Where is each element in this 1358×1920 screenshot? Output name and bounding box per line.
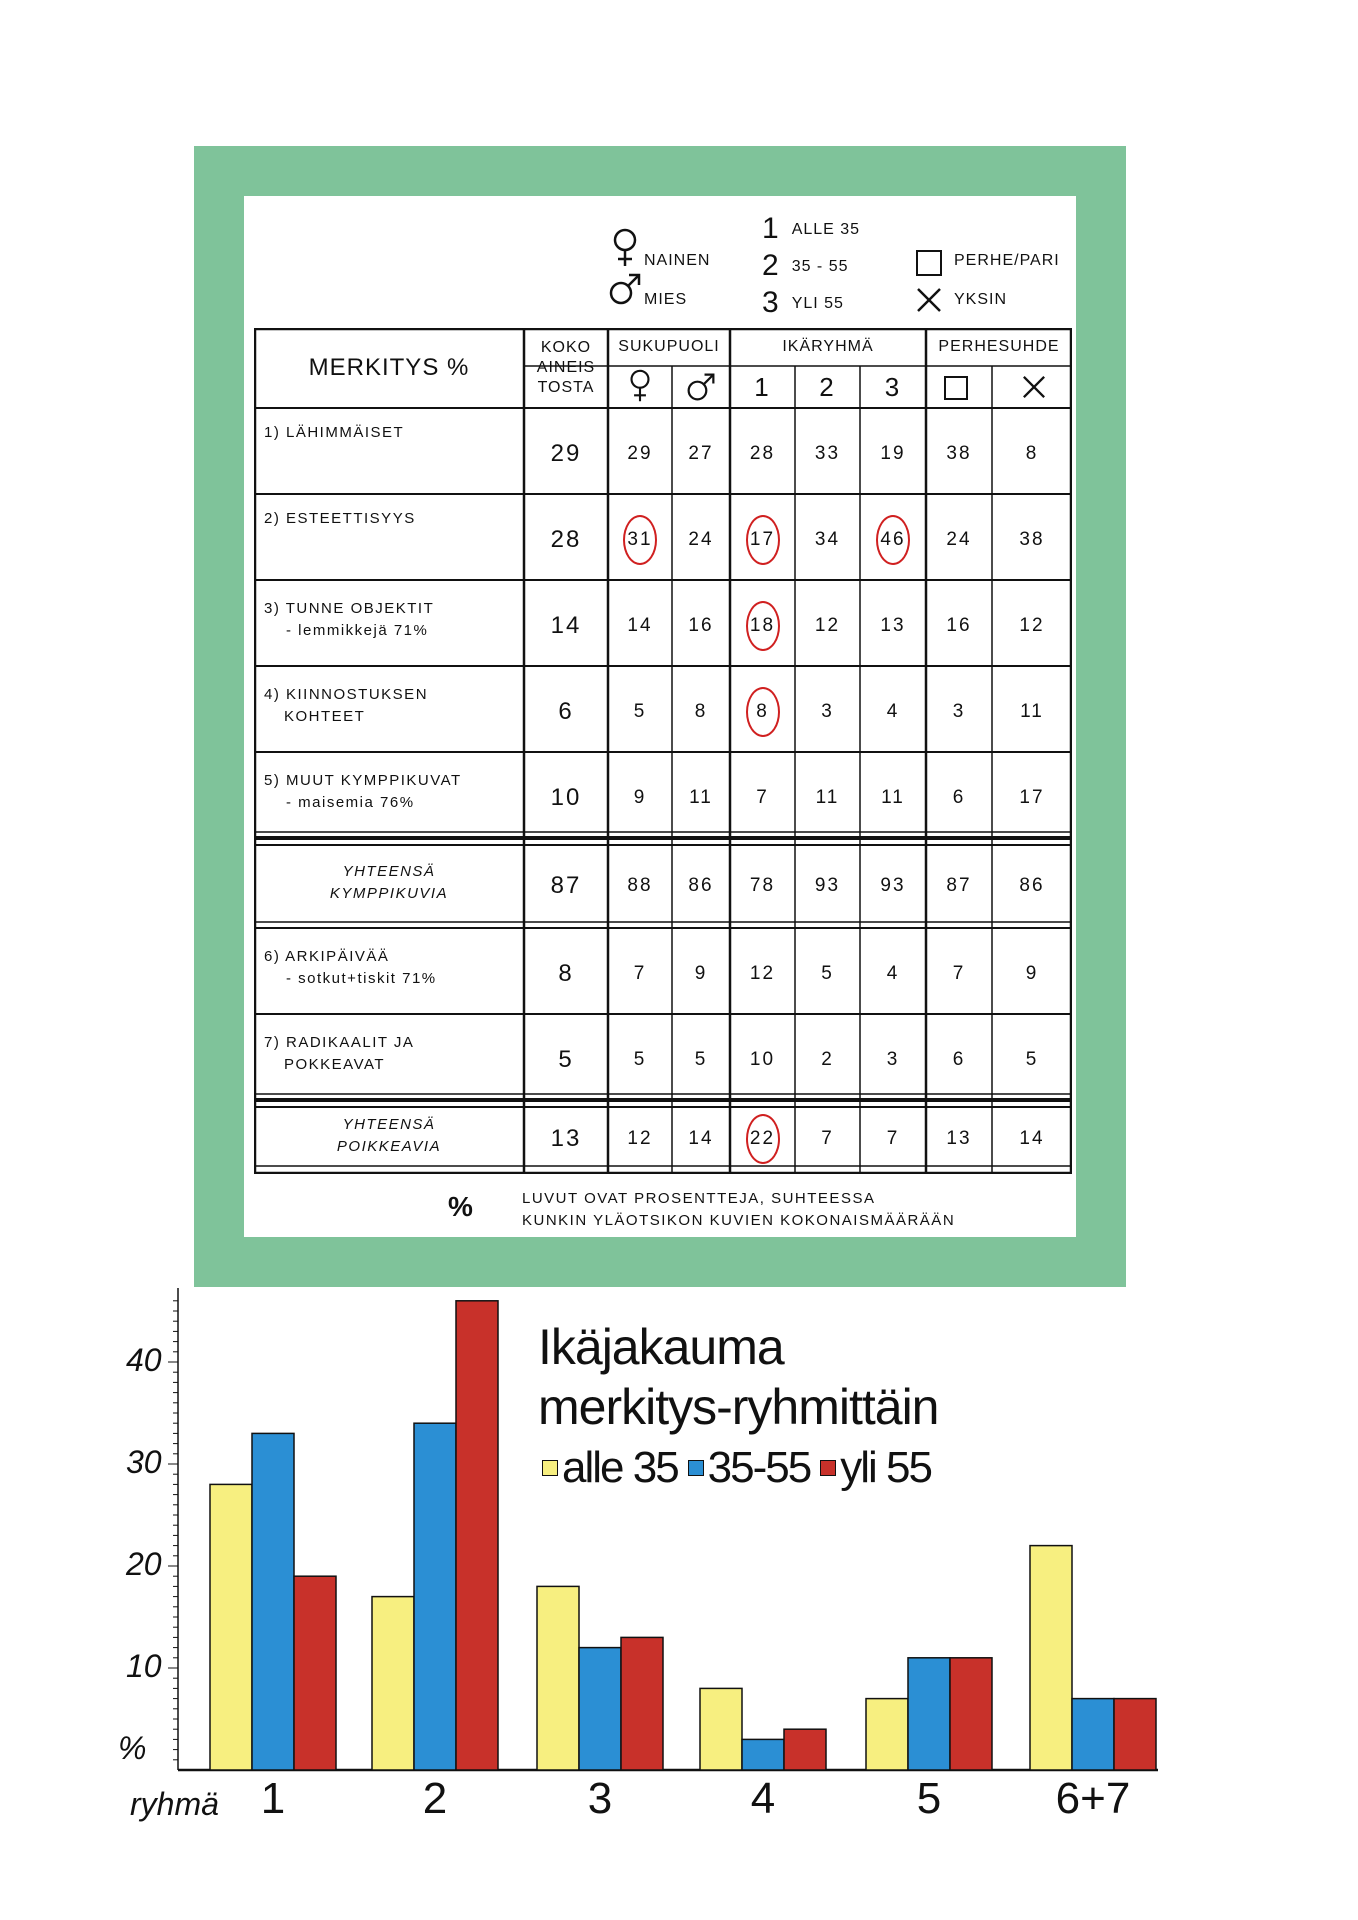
cell-value: 4	[886, 701, 900, 722]
cell-value: 3	[886, 1049, 900, 1070]
female-symbol-icon	[612, 228, 638, 268]
table-cell	[608, 758, 672, 838]
x-icon	[1022, 375, 1046, 399]
footnote-line-2: KUNKIN YLÄOTSIKON KUVIEN KOKONAISMÄÄRÄÄN	[522, 1212, 956, 1229]
bar	[784, 1729, 826, 1770]
bar	[908, 1658, 950, 1770]
cell-value: 3	[952, 701, 966, 722]
table-cell	[608, 672, 672, 752]
table-cell	[992, 758, 1072, 838]
circled-value: 18	[746, 601, 780, 651]
table-cell	[730, 414, 795, 494]
table-cell	[992, 414, 1072, 494]
bar	[252, 1433, 294, 1770]
legend-age-item: 3 YLI 55	[762, 286, 844, 319]
table-cell	[730, 1020, 795, 1100]
table-cell	[992, 500, 1072, 580]
bar	[294, 1576, 336, 1770]
footnote-line-1: LUVUT OVAT PROSENTTEJA, SUHTEESSA	[522, 1190, 876, 1207]
cell-value: 2	[821, 1049, 834, 1070]
cell-value: 16	[946, 615, 972, 636]
table-cell	[795, 1106, 860, 1172]
table-cell	[672, 934, 730, 1014]
bar	[1114, 1699, 1156, 1770]
table-cell	[608, 414, 672, 494]
table-cell	[860, 1020, 926, 1100]
legend-swatch	[820, 1460, 836, 1476]
x-tick-label: 2	[422, 1774, 448, 1823]
legend-female-label: NAINEN	[644, 252, 711, 269]
table-cell	[992, 586, 1072, 666]
cell-value: 11	[815, 787, 840, 808]
circled-value: 46	[876, 515, 910, 565]
cell-value: 29	[627, 443, 653, 464]
row-label-line: 2) ESTEETTISYYS	[264, 510, 416, 527]
cell-value: 11	[881, 787, 905, 808]
cell-value: 93	[880, 875, 906, 896]
bar	[621, 1637, 663, 1770]
header-perhesuhde: PERHESUHDE	[938, 338, 1060, 355]
row-total: 10	[550, 784, 582, 811]
header-sukupuoli: SUKUPUOLI	[618, 338, 720, 355]
results-table	[254, 328, 1072, 1178]
cell-value: 8	[694, 701, 708, 722]
table-cell	[860, 934, 926, 1014]
row-label	[254, 861, 524, 905]
circled-value: 8	[746, 687, 780, 737]
y-tick-label: 40	[126, 1342, 162, 1378]
bar	[414, 1423, 456, 1770]
table-cell	[672, 672, 730, 752]
cell-value: 11	[689, 787, 713, 808]
cell-value: 33	[814, 443, 841, 464]
male-symbol-icon	[686, 372, 716, 402]
row-label-line: - lemmikkejä 71%	[286, 622, 429, 639]
cell-value: 5	[633, 701, 647, 722]
legend-male-label: MIES	[644, 291, 688, 308]
row-total: 28	[550, 526, 582, 553]
circled-value: 22	[746, 1114, 780, 1164]
table-cell	[795, 844, 860, 928]
table-cell	[860, 844, 926, 928]
table-cell	[992, 1020, 1072, 1100]
legend-swatch	[542, 1460, 558, 1476]
chart-title-line-1: Ikäjakauma	[538, 1319, 784, 1375]
table-cell	[860, 758, 926, 838]
cell-value: 3	[821, 701, 834, 722]
legend-family-x-label: YKSIN	[954, 291, 1008, 308]
table-cell	[672, 758, 730, 838]
cell-value: 12	[627, 1128, 653, 1149]
bar	[210, 1484, 252, 1770]
cell-value: 7	[886, 1128, 900, 1149]
table-cell	[926, 414, 992, 494]
row-total: 6	[558, 698, 574, 725]
row-label-line: 6) ARKIPÄIVÄÄ	[264, 948, 390, 965]
table-cell	[730, 1106, 795, 1172]
table-cell	[730, 586, 795, 666]
row-label-line: YHTEENSÄ	[342, 1116, 436, 1133]
table-cell	[926, 758, 992, 838]
bar	[1072, 1699, 1114, 1770]
table-cell	[795, 934, 860, 1014]
cell-value: 28	[749, 443, 776, 464]
table-cell	[795, 500, 860, 580]
table-cell	[926, 1106, 992, 1172]
cell-value: 9	[694, 963, 708, 984]
cell-value: 10	[749, 1049, 776, 1070]
cell-value: 5	[821, 963, 834, 984]
cell-value: 88	[627, 875, 653, 896]
bar	[950, 1658, 992, 1770]
row-label-line: 5) MUUT KYMPPIKUVAT	[264, 772, 462, 789]
cell-value: 12	[814, 615, 841, 636]
bar	[537, 1586, 579, 1770]
table-cell	[795, 758, 860, 838]
row-total: 14	[550, 612, 582, 639]
row-label-line: 1) LÄHIMMÄISET	[264, 424, 405, 441]
header-merkitys: MERKITYS %	[308, 354, 470, 381]
circled-value: 31	[623, 515, 657, 565]
row-label	[254, 1114, 524, 1158]
cell-value: 34	[814, 529, 841, 550]
cell-value: 5	[1025, 1049, 1039, 1070]
cell-value: 24	[688, 529, 714, 550]
footnote-symbol: %	[448, 1191, 475, 1222]
table-cell	[795, 1020, 860, 1100]
table-cell	[730, 934, 795, 1014]
row-label-line: KOHTEET	[284, 708, 366, 725]
cell-value: 86	[1019, 875, 1045, 896]
row-label	[264, 422, 404, 444]
table-cell	[992, 934, 1072, 1014]
table-cell	[795, 586, 860, 666]
legend-age-item: 2 35 - 55	[762, 249, 849, 282]
cell-value: 14	[627, 615, 653, 636]
row-label	[264, 684, 428, 728]
cell-value: 14	[688, 1128, 714, 1149]
legend-label: 35-55	[707, 1443, 811, 1492]
x-icon	[916, 287, 942, 313]
row-label-line: POIKKEAVIA	[336, 1138, 442, 1155]
table-cell	[795, 414, 860, 494]
cell-value: 13	[880, 615, 906, 636]
table-cell	[608, 934, 672, 1014]
table-cell	[860, 1106, 926, 1172]
row-total: 87	[550, 872, 582, 899]
table-cell	[608, 844, 672, 928]
table-cell	[860, 672, 926, 752]
legend-family-box-label: PERHE/PARI	[954, 252, 1060, 269]
y-axis-unit: %	[118, 1730, 147, 1766]
y-tick-label: 10	[126, 1648, 162, 1684]
table-cell	[730, 844, 795, 928]
row-total: 5	[558, 1046, 574, 1073]
table-cell	[926, 672, 992, 752]
cell-value: 38	[1019, 529, 1045, 550]
table-cell	[730, 500, 795, 580]
table-cell	[672, 500, 730, 580]
row-label	[264, 946, 437, 990]
legend-age-item: 1 ALLE 35	[762, 212, 861, 245]
cell-value: 7	[633, 963, 647, 984]
cell-value: 5	[694, 1049, 708, 1070]
bar	[579, 1648, 621, 1770]
table-cell	[795, 672, 860, 752]
table-cell	[860, 586, 926, 666]
cell-value: 87	[946, 875, 972, 896]
chart-legend	[542, 1440, 931, 1496]
table-cell	[992, 672, 1072, 752]
row-total: 13	[550, 1125, 582, 1152]
row-label	[264, 1032, 414, 1076]
table-cell	[672, 844, 730, 928]
row-label-line: - maisemia 76%	[286, 794, 415, 811]
row-label-line: YHTEENSÄ	[342, 863, 436, 880]
table-cell	[860, 500, 926, 580]
row-label-line: 4) KIINNOSTUKSEN	[264, 686, 429, 703]
table-cell	[926, 586, 992, 666]
cell-value: 93	[814, 875, 841, 896]
x-tick-label: 3	[587, 1774, 613, 1823]
row-label-line: POKKEAVAT	[284, 1056, 386, 1073]
x-tick-label: 5	[916, 1774, 942, 1823]
cell-value: 7	[952, 963, 966, 984]
bar	[700, 1688, 742, 1770]
x-axis-label: ryhmä	[130, 1786, 219, 1822]
circled-value: 17	[746, 515, 780, 565]
row-label-line: - sotkut+tiskit 71%	[286, 970, 437, 987]
cell-value: 17	[1019, 787, 1045, 808]
cell-value: 7	[821, 1128, 834, 1149]
table-cell	[926, 844, 992, 928]
table-cell	[608, 586, 672, 666]
y-tick-label: 20	[126, 1546, 162, 1582]
cell-value: 11	[1020, 701, 1044, 722]
x-tick-label: 1	[260, 1774, 286, 1823]
table-cell	[860, 414, 926, 494]
cell-value: 86	[688, 875, 714, 896]
header-age-1: 1	[754, 371, 771, 402]
bar	[742, 1739, 784, 1770]
table-cell	[730, 672, 795, 752]
cell-value: 8	[1025, 443, 1039, 464]
x-tick-label: 4	[750, 1774, 776, 1823]
cell-value: 78	[749, 875, 776, 896]
bar	[1030, 1546, 1072, 1770]
cell-value: 38	[946, 443, 972, 464]
y-tick-label: 30	[126, 1444, 162, 1480]
cell-value: 4	[886, 963, 900, 984]
square-icon	[944, 376, 968, 400]
cell-value: 16	[688, 615, 714, 636]
header-age-2: 2	[819, 371, 836, 402]
legend-label: yli 55	[840, 1443, 931, 1492]
table-cell	[608, 1106, 672, 1172]
cell-value: 19	[880, 443, 906, 464]
cell-value: 13	[946, 1128, 972, 1149]
table-cell	[608, 1020, 672, 1100]
header-koko: KOKO AINEIS TOSTA	[536, 339, 596, 396]
table-cell	[672, 1106, 730, 1172]
table-cell	[992, 844, 1072, 928]
header-age-3: 3	[884, 371, 902, 402]
cell-value: 12	[1019, 615, 1045, 636]
row-label-line: 3) TUNNE OBJEKTIT	[264, 600, 435, 617]
cell-value: 27	[688, 443, 714, 464]
cell-value: 7	[756, 787, 769, 808]
cell-value: 12	[749, 963, 776, 984]
male-symbol-icon	[608, 272, 642, 306]
table-cell	[672, 586, 730, 666]
table-cell	[926, 1020, 992, 1100]
row-label-line: 7) RADIKAALIT JA	[264, 1034, 415, 1051]
table-cell	[672, 414, 730, 494]
cell-value: 9	[1025, 963, 1039, 984]
bar	[372, 1597, 414, 1770]
bar	[456, 1301, 498, 1770]
legend-swatch	[688, 1460, 704, 1476]
row-label	[264, 508, 416, 530]
x-tick-label: 6+7	[1055, 1774, 1131, 1823]
table-cell	[992, 1106, 1072, 1172]
row-total: 8	[558, 960, 574, 987]
female-symbol-icon	[629, 368, 651, 404]
table-cell	[672, 1020, 730, 1100]
cell-value: 5	[633, 1049, 647, 1070]
cell-value: 14	[1019, 1128, 1045, 1149]
table-cell	[926, 500, 992, 580]
cell-value: 9	[633, 787, 647, 808]
table-cell	[730, 758, 795, 838]
table-cell	[608, 500, 672, 580]
cell-value: 6	[952, 1049, 966, 1070]
chart-title-line-2: merkitys-ryhmittäin	[538, 1379, 939, 1435]
table-cell	[926, 934, 992, 1014]
cell-value: 24	[946, 529, 972, 550]
row-total: 29	[550, 440, 582, 467]
header-ikaryhma: IKÄRYHMÄ	[782, 338, 874, 355]
square-icon	[916, 250, 942, 276]
bar	[866, 1699, 908, 1770]
row-label-line: KYMPPIKUVIA	[329, 885, 449, 902]
row-label	[264, 598, 434, 642]
legend-label: alle 35	[562, 1443, 678, 1492]
row-label	[264, 770, 462, 814]
cell-value: 6	[952, 787, 966, 808]
